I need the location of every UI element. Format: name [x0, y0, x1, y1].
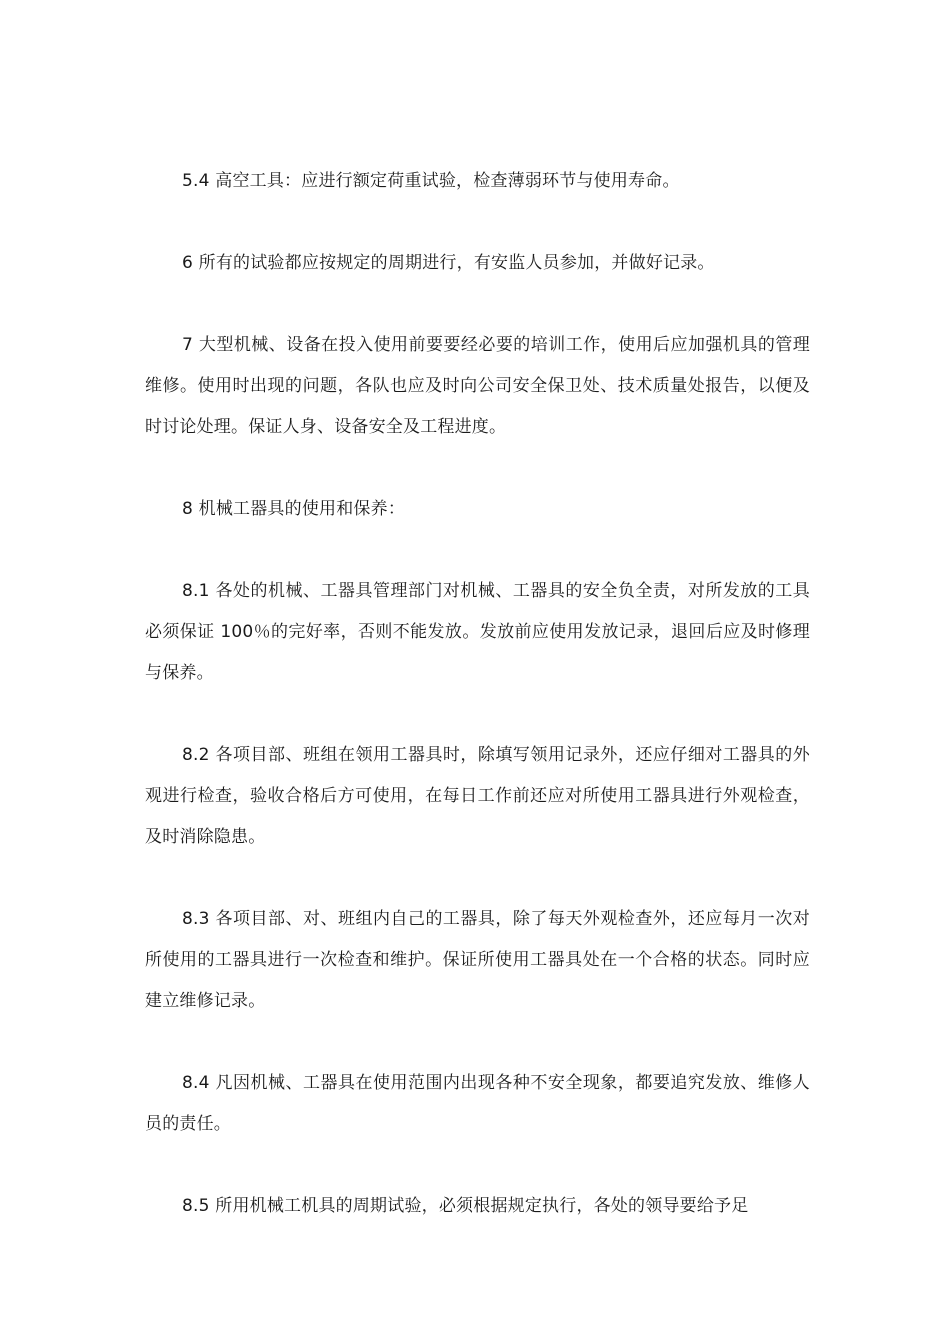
paragraph-8-heading: 8 机械工器具的使用和保养：	[182, 499, 406, 519]
paragraph-7: 7 大型机械、设备在投入使用前要要经必要的培训工作，使用后应加强机具的管理维修。使用时出现的问题，各队也应及时向公司安全保卫处、技术质量处报告，以便及时讨论处理。保证人身、设备安全及工程进度。	[145, 335, 810, 437]
paragraph-5-4: 5.4 高空工具：应进行额定荷重试验，检查薄弱环节与使用寿命。	[182, 171, 680, 191]
document-body	[145, 161, 810, 1268]
paragraph-8-1: 8.1 各处的机械、工器具管理部门对机械、工器具的安全负全责，对所发放的工具必须保证 100％的完好率，否则不能发放。发放前应使用发放记录，退回后应及时修理与保养。	[145, 581, 810, 683]
paragraph-8-5: 8.5 所用机械工机具的周期试验，必须根据规定执行，各处的领导要给予足	[182, 1196, 749, 1216]
paragraph-8-2: 8.2 各项目部、班组在领用工器具时，除填写领用记录外，还应仔细对工器具的外观进行检查，验收合格后方可使用，在每日工作前还应对所使用工器具进行外观检查，及时消除隐患。	[145, 745, 810, 847]
paragraph-8-4: 8.4 凡因机械、工器具在使用范围内出现各种不安全现象，都要追究发放、维修人员的责任。	[145, 1073, 810, 1134]
paragraph-6: 6 所有的试验都应按规定的周期进行，有安监人员参加，并做好记录。	[182, 253, 715, 273]
paragraph-8-3: 8.3 各项目部、对、班组内自己的工器具，除了每天外观检查外，还应每月一次对所使用的工器具进行一次检查和维护。保证所使用工器具处在一个合格的状态。同时应建立维修记录。	[145, 909, 810, 1011]
